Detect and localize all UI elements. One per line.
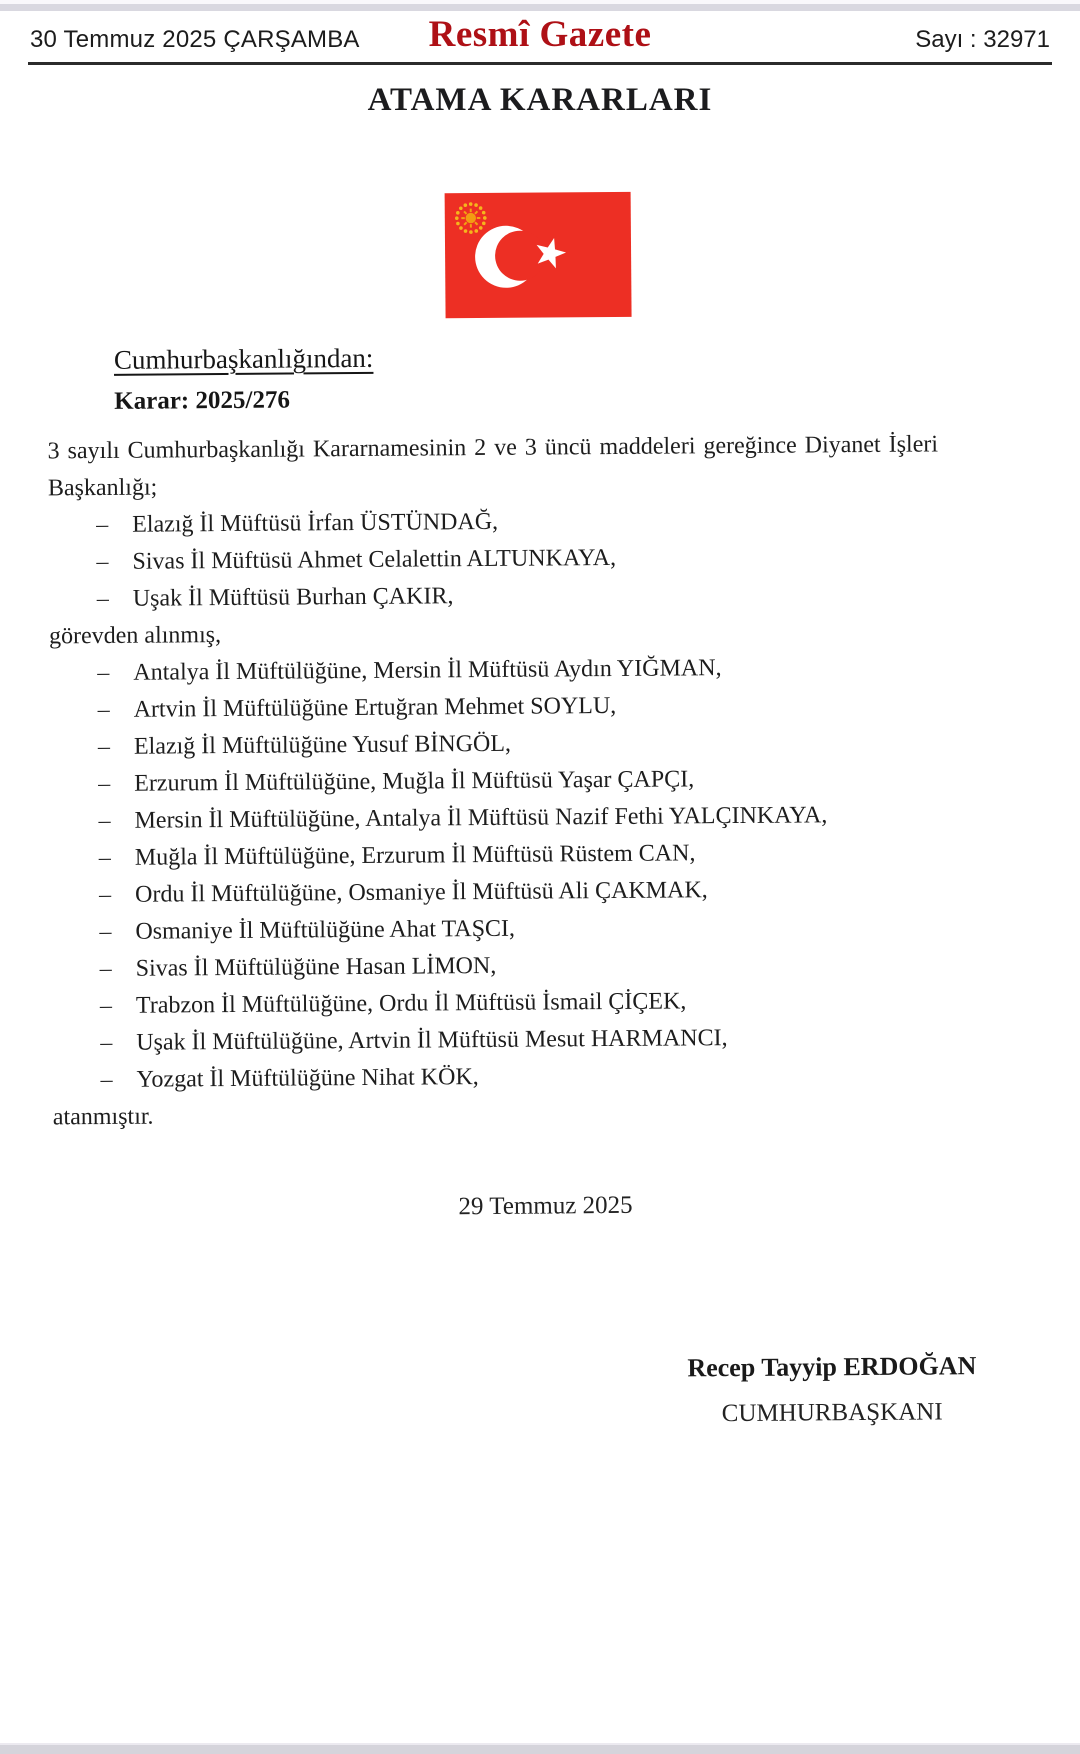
list-item-text: Sivas İl Müftüsü Ahmet Celalettin ALTUNKAYA, [132,544,617,575]
intro-line: 3 sayılı Cumhurbaşkanlığı Kararnamesinin 2 ve 3 üncü maddeleri gereğince Diyanet İşleri [47,431,939,465]
decree-body [47,426,1056,1137]
list-item-text: Elazığ İl Müftülüğüne Yusuf BİNGÖL, [133,730,512,760]
appointed-note: atanmıştır. [52,1103,154,1131]
dash-bullet: – [98,844,111,872]
decree-date: 29 Temmuz 2025 [458,1191,633,1221]
list-item-text: Muğla İl Müftülüğüne, Erzurum İl Müftüsü Rüstem CAN, [134,840,696,871]
dismissed-list [48,500,1053,619]
list-item-text: Uşak İl Müftülüğüne, Artvin İl Müftüsü Mesut HARMANCI, [136,1025,728,1056]
dash-bullet: – [96,585,109,613]
crescent-icon [475,225,545,288]
dash-bullet: – [100,1066,113,1094]
list-item-text: Erzurum İl Müftülüğüne, Muğla İl Müftüsü Yaşar ÇAPÇI, [134,766,695,797]
flag-graphic [445,192,632,318]
dash-bullet: – [99,881,112,909]
decision-number: Karar: 2025/276 [114,386,290,415]
presidential-flag-image [445,192,632,318]
dash-bullet: – [98,770,111,798]
list-item-text: Ordu İl Müftülüğüne, Osmaniye İl Müftüsü Ali ÇAKMAK, [134,877,708,908]
issuer-heading: Cumhurbaşkanlığından: [113,342,374,375]
dash-bullet: – [98,807,111,835]
masthead-title: Resmî Gazete [428,14,652,55]
dash-bullet: – [97,659,110,687]
intro-line: Başkanlığı; [47,474,158,502]
dash-bullet: – [100,1029,113,1057]
dash-bullet: – [97,733,111,761]
signature-name: Recep Tayyip ERDOĞAN [687,1351,977,1383]
masthead-date: 30 Temmuz 2025 ÇARŞAMBA [30,26,360,53]
list-item-text: Sivas İl Müftülüğüne Hasan LİMON, [135,952,497,982]
list-item-text: Elazığ İl Müftüsü İrfan ÜSTÜNDAĞ, [132,508,499,538]
masthead-issue: Sayı : 32971 [915,26,1050,53]
dash-bullet: – [96,511,109,539]
bottom-edge-bar [0,1743,1080,1754]
list-item-text: Uşak İl Müftüsü Burhan ÇAKIR, [132,583,454,612]
appointed-list [49,648,1056,1100]
dash-bullet: – [96,548,109,576]
signature-block [687,1351,977,1428]
sun-emblem-icon [455,202,487,234]
list-item-text: Yozgat İl Müftülüğüne Nihat KÖK, [136,1064,479,1093]
list-item-text: Artvin İl Müftülüğüne Ertuğran Mehmet SOYLU, [133,692,617,723]
dash-bullet: – [99,955,112,983]
list-item-text: Antalya İl Müftülüğüne, Mersin İl Müftüsü Aydın YIĞMAN, [133,655,722,686]
dash-bullet: – [97,696,110,724]
signature-title: CUMHURBAŞKANI [721,1398,943,1428]
list-item-text: Osmaniye İl Müftülüğüne Ahat TAŞCI, [135,915,516,945]
dash-bullet: – [99,918,112,946]
section-title: ATAMA KARARLARI [367,82,713,118]
dismissed-note: görevden alınmış, [48,622,222,650]
list-item-text: Mersin İl Müftülüğüne, Antalya İl Müftüsü Nazif Fethi YALÇINKAYA, [134,802,828,834]
list-item-text: Trabzon İl Müftülüğüne, Ordu İl Müftüsü İsmail ÇİÇEK, [135,988,687,1019]
dash-bullet: – [99,992,113,1020]
